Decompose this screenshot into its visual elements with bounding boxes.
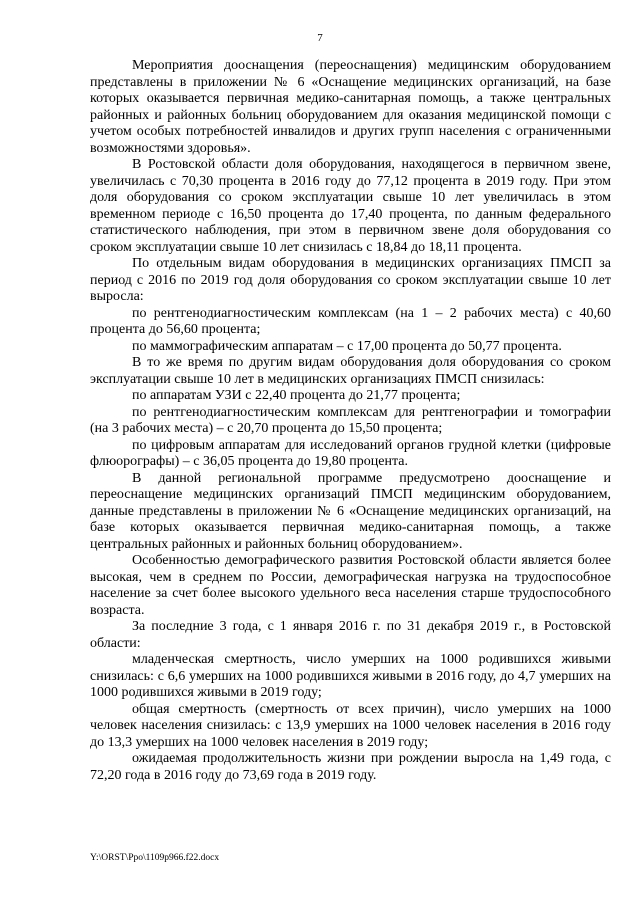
footer-file-path: Y:\ORST\Ppo\1109p966.f22.docx [90, 853, 220, 863]
list-item-digital-fluorographs: по цифровым аппаратам для исследований органов грудной клетки (цифровые флюорографы) – с 36,05 процента до 19,80 процента. [90, 437, 611, 469]
paragraph-regional-program: В данной региональной программе предусмотрено дооснащение и переоснащение медицинских организаций ПМСП медицинским оборудованием, данные представлены в приложении № 6 «Оснащение медицинских организаций, на базе которых оказывается первичная медико-санитарная помощь, а также центральных районных и районных больниц оборудованием». [90, 470, 611, 552]
paragraph-equipment-growth-intro: По отдельным видам оборудования в медицинских организациях ПМСП за период с 2016 по 2019 год доля оборудования со сроком эксплуатации свыше 10 лет выросла: [90, 256, 611, 304]
document-body [90, 58, 611, 784]
list-item-infant-mortality: младенческая смертность, число умерших на 1000 родившихся живыми снизилась: с 6,6 умерших на 1000 родившихся живыми в 2016 году, до 4,7 умерших на 1000 родившихся живыми в 2019 году; [90, 652, 611, 700]
list-item-general-mortality: общая смертность (смертность от всех причин), число умерших на 1000 человек населения снизилась: с 13,9 умерших на 1000 человек населения в 2016 году до 13,3 умерших на 1000 человек населения в 2019 году; [90, 701, 611, 750]
page-number: 7 [317, 32, 323, 44]
list-item-xray-complexes: по рентгенодиагностическим комплексам (на 1 – 2 рабочих места) с 40,60 процента до 56,60 процента; [90, 305, 611, 337]
list-item-mammography: по маммографическим аппаратам – с 17,00 процента до 50,77 процента. [132, 338, 562, 354]
paragraph-period-intro: За последние 3 года, с 1 января 2016 г. по 31 декабря 2019 г., в Ростовской области: [90, 619, 611, 651]
list-item-ultrasound: по аппаратам УЗИ с 22,40 процента до 21,77 процента; [132, 388, 461, 403]
paragraph-demographics: Особенностью демографического развития Ростовской области является более высокая, чем в среднем по России, демографическая нагрузка на трудоспособное население за счет более высокого удельного веса населения старше трудоспособного возраста. [90, 553, 611, 618]
paragraph-equipment-decline-intro: В то же время по другим видам оборудования доля оборудования со сроком эксплуатации свыше 10 лет в медицинских организациях ПМСП снизилась: [90, 355, 611, 387]
list-item-life-expectancy: ожидаемая продолжительность жизни при рождении выросла на 1,49 года, с 72,20 года в 2016 году до 73,69 года в 2019 году. [90, 751, 611, 783]
list-item-xray-tomography: по рентгенодиагностическим комплексам для рентгенографии и томографии (на 3 рабочих места) – с 20,70 процента до 15,50 процента; [90, 404, 611, 436]
paragraph-equipment-measures: Мероприятия дооснащения (переоснащения) медицинским оборудованием представлены в приложении № 6 «Оснащение медицинских организаций, на базе которых оказывается первичная медико-санитарная помощь, а также центральных районных и районных больниц оборудованием для оказания медицинской помощи с учетом особых потребностей инвалидов и других групп населения с ограниченными возможностями здоровья». [90, 58, 611, 156]
paragraph-equipment-share: В Ростовской области доля оборудования, находящегося в первичном звене, увеличилась с 70,30 процента в 2016 году до 77,12 процента в 2019 году. При этом доля оборудования со сроком эксплуатации свыше 10 лет увеличилась в этом временном периоде с 16,50 процента до 17,40 процента, по данным федерального статистического наблюдения, при этом в первичном звене доля оборудования со сроком эксплуатации свыше 10 лет снизилась с 18,84 до 18,11 процента. [90, 157, 611, 255]
